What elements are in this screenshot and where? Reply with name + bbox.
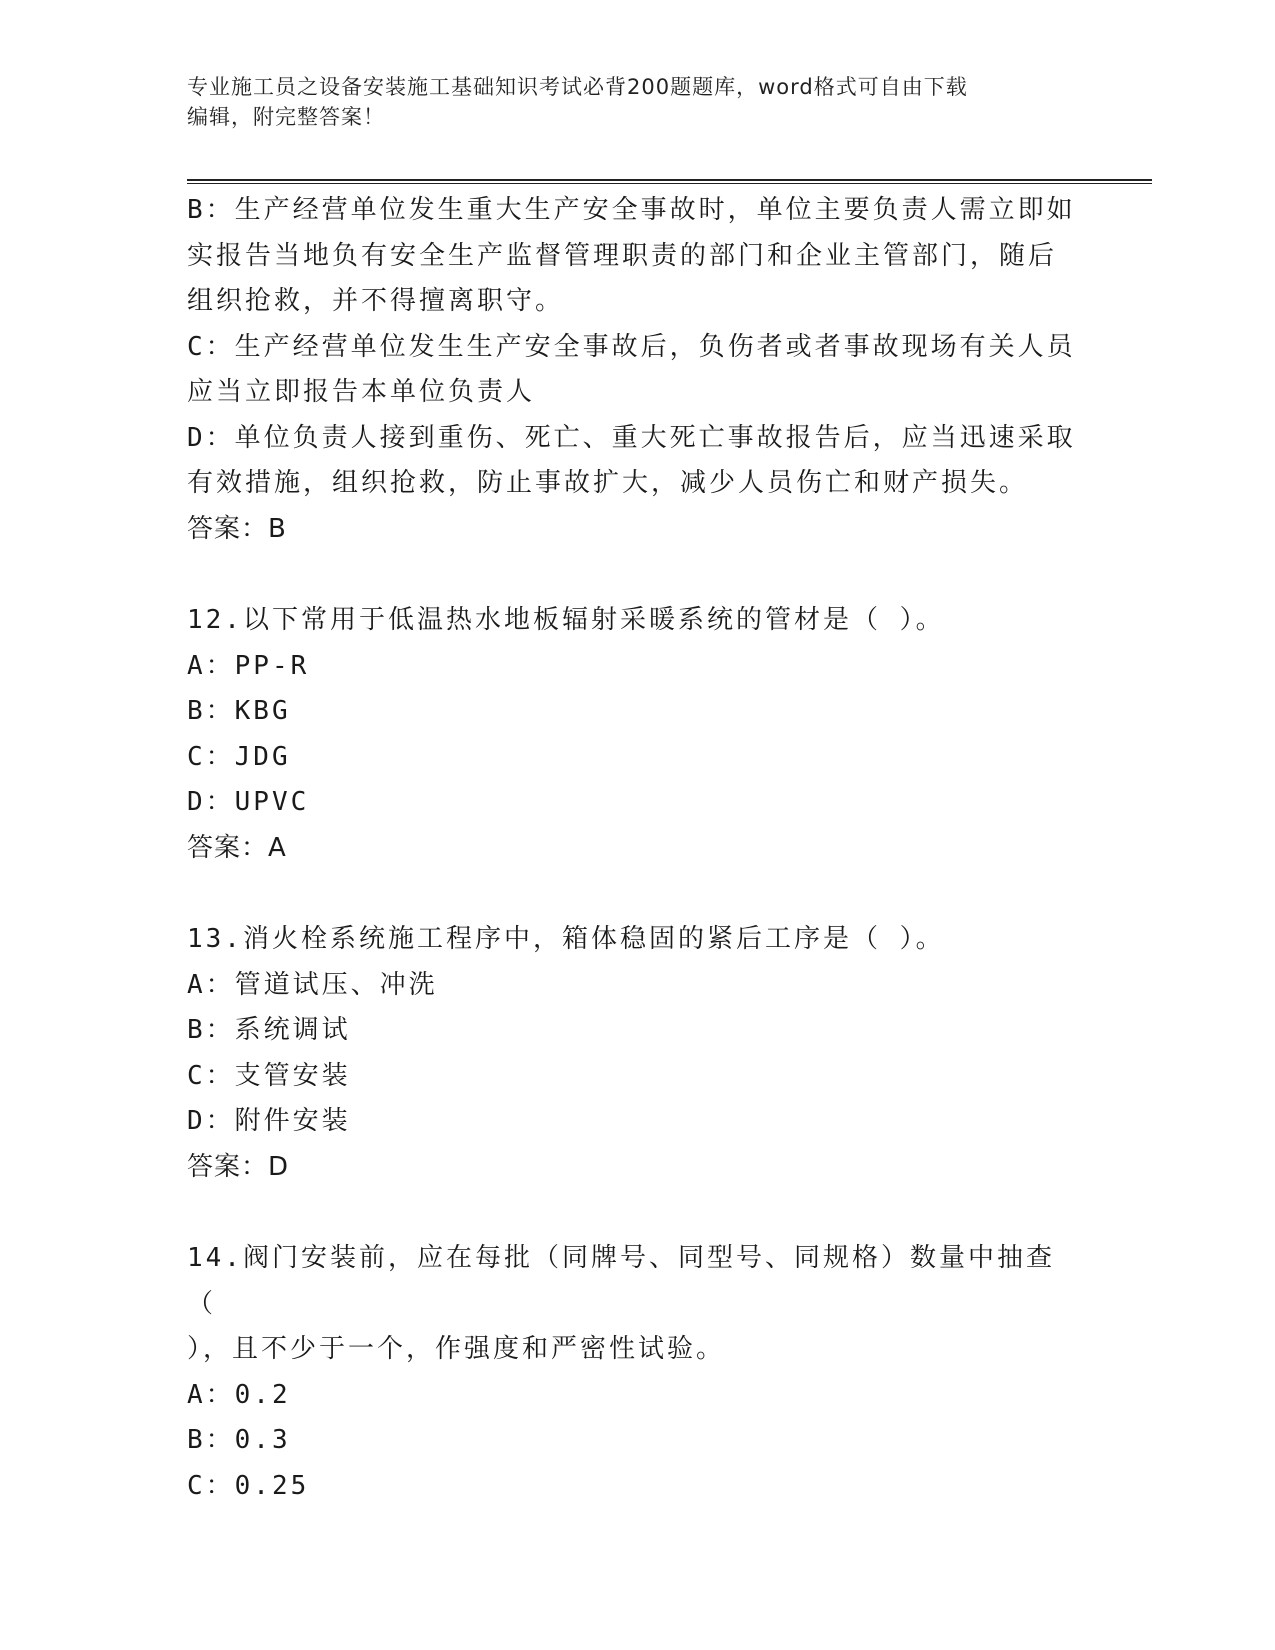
- answer-line: 答案：D: [187, 1151, 290, 1182]
- option-a: A：管道试压、冲洗: [187, 969, 438, 1000]
- option-c: C：支管安装: [187, 1060, 351, 1091]
- option-b: B：KBG: [187, 696, 291, 726]
- question-11-continuation: [187, 188, 1077, 552]
- header-line-2: 编辑，附完整答案！: [187, 105, 385, 129]
- option-c: C：0.25: [187, 1470, 310, 1501]
- option-b-line: B：生产经营单位发生重大生产安全事故时，单位主要负责人需立即如: [187, 195, 1076, 225]
- document-header: [187, 72, 1087, 132]
- answer-line: 答案：B: [187, 513, 287, 544]
- option-d-line: D：单位负责人接到重伤、死亡、重大死亡事故报告后，应当迅速采取: [187, 422, 1076, 453]
- option-d: D：UPVC: [187, 787, 310, 817]
- question-stem: 13.消火栓系统施工程序中，箱体稳固的紧后工序是（ ）。: [187, 924, 945, 954]
- question-stem: 14.阀门安装前，应在每批（同牌号、同型号、同规格）数量中抽查（: [187, 1243, 1055, 1319]
- option-c-line: C：生产经营单位发生生产安全事故后，负伤者或者事故现场有关人员: [187, 331, 1076, 362]
- option-a: A：PP-R: [187, 650, 310, 681]
- question-stem: ），且不少于一个，作强度和严密性试验。: [187, 1334, 726, 1364]
- option-b: B：0.3: [187, 1425, 291, 1455]
- question-stem: 12.以下常用于低温热水地板辐射采暖系统的管材是（ ）。: [187, 605, 945, 635]
- question-13: [187, 917, 1077, 1190]
- option-b-line: 组织抢救，并不得擅离职守。: [187, 286, 565, 316]
- spacer: [187, 552, 1077, 598]
- option-b: B：系统调试: [187, 1015, 351, 1045]
- spacer: [187, 871, 1077, 917]
- header-line-1: 专业施工员之设备安装施工基础知识考试必背200题题库，word格式可自由下载: [187, 75, 968, 99]
- document-body: [187, 188, 1077, 1509]
- question-12: [187, 598, 1077, 871]
- answer-line: 答案：A: [187, 832, 287, 863]
- option-c-line: 应当立即报告本单位负责人: [187, 377, 536, 407]
- header-divider-thin: [187, 183, 1152, 184]
- spacer: [187, 1190, 1077, 1236]
- header-divider-thick: [187, 179, 1152, 181]
- option-b-line: 实报告当地负有安全生产监督管理职责的部门和企业主管部门，随后: [187, 240, 1058, 271]
- option-d: D：附件安装: [187, 1106, 351, 1136]
- option-a: A：0.2: [187, 1379, 291, 1410]
- option-d-line: 有效措施，组织抢救，防止事故扩大，减少人员伤亡和财产损失。: [187, 468, 1029, 498]
- option-c: C：JDG: [187, 741, 291, 772]
- question-14: [187, 1236, 1077, 1509]
